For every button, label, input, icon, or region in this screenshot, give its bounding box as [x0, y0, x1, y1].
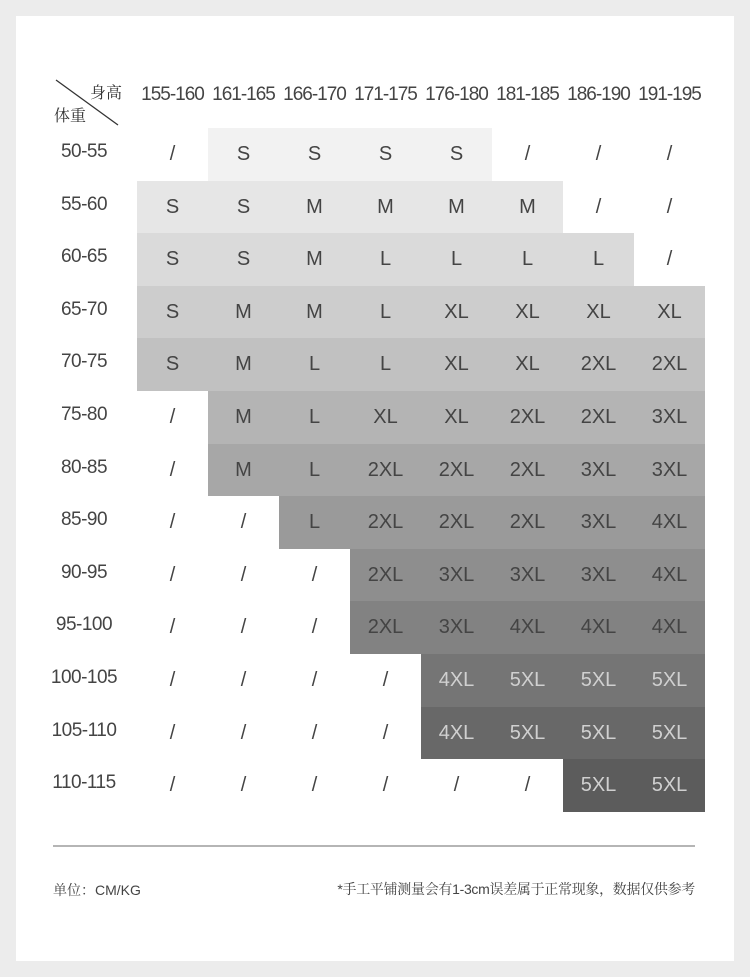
size-cell: 3XL [492, 549, 563, 601]
weight-label: 体重 [54, 108, 87, 125]
size-cell: / [524, 143, 531, 165]
row-header-weight: 60-65 [60, 246, 108, 267]
size-cell: 3XL [563, 496, 634, 549]
size-cell: 3XL [421, 549, 492, 601]
size-cell: / [240, 721, 247, 744]
size-cell: L [279, 338, 350, 391]
row-header-weight: 105-110 [51, 720, 117, 741]
size-cell: 3XL [563, 549, 634, 601]
size-cell: 2XL [492, 496, 563, 549]
size-cell: / [666, 143, 673, 165]
measurement-note: *手工平铺测量会有1-3cm误差属于正常现象，数据仅供参考 [337, 881, 695, 897]
size-cell: 3XL [563, 444, 634, 496]
row-header-weight: 110-115 [52, 772, 116, 793]
size-cell: M [208, 338, 279, 391]
size-cell: 5XL [634, 707, 705, 759]
size-cell: 5XL [634, 759, 705, 812]
size-cell: 2XL [350, 496, 421, 549]
row-header-weight: 65-70 [60, 299, 108, 320]
row-header-weight: 50-55 [60, 141, 108, 162]
divider-line [53, 845, 695, 847]
size-cell: 4XL [634, 601, 705, 654]
row-header-weight: 85-90 [60, 509, 108, 530]
size-cell: / [169, 563, 176, 586]
size-cell: S [279, 128, 350, 181]
size-cell: / [240, 669, 247, 691]
size-cell: M [208, 391, 279, 444]
size-cell: L [279, 391, 350, 444]
size-cell: / [169, 721, 176, 744]
size-cell: S [208, 128, 279, 181]
size-cell: XL [492, 286, 563, 338]
size-cell: 4XL [421, 654, 492, 707]
size-cell: M [279, 233, 350, 286]
size-cell: / [169, 406, 176, 428]
size-cell: L [350, 338, 421, 391]
column-header: 155-160 [141, 84, 204, 105]
size-cell: / [524, 774, 531, 796]
size-cell: M [492, 181, 563, 233]
size-cell: / [311, 669, 318, 691]
size-cell: 4XL [492, 601, 563, 654]
size-cell: / [311, 616, 318, 638]
column-header: 166-170 [283, 84, 346, 105]
size-cell: 5XL [563, 707, 634, 759]
size-cell: M [421, 181, 492, 233]
size-cell: S [208, 233, 279, 286]
size-cell: 4XL [634, 496, 705, 549]
size-cell: / [311, 774, 318, 796]
size-cell: / [240, 616, 247, 638]
row-header-weight: 100-105 [50, 667, 118, 688]
size-cell: / [240, 774, 247, 796]
size-cell: / [595, 143, 602, 165]
size-cell: / [169, 511, 176, 533]
row-header-weight: 90-95 [60, 562, 108, 583]
size-cell: / [169, 616, 176, 638]
size-cell: M [208, 286, 279, 338]
size-cell: 2XL [350, 444, 421, 496]
size-cell: / [311, 563, 318, 586]
size-cell: XL [421, 338, 492, 391]
row-header-weight: 95-100 [55, 614, 113, 635]
size-cell: S [350, 128, 421, 181]
size-cell: 5XL [563, 654, 634, 707]
size-cell: M [350, 181, 421, 233]
size-cell: 2XL [421, 444, 492, 496]
size-cell: L [492, 233, 563, 286]
size-cell: M [208, 444, 279, 496]
row-header-weight: 70-75 [60, 351, 108, 372]
size-cell: XL [421, 286, 492, 338]
size-cell: M [279, 181, 350, 233]
size-cell: / [453, 774, 460, 796]
size-cell: 3XL [421, 601, 492, 654]
size-cell: 2XL [492, 391, 563, 444]
size-cell: 4XL [563, 601, 634, 654]
size-cell: / [666, 195, 673, 218]
size-cell: L [279, 496, 350, 549]
size-cell: L [350, 233, 421, 286]
size-cell: 3XL [634, 444, 705, 496]
size-cell: L [350, 286, 421, 338]
column-header: 176-180 [425, 84, 488, 105]
size-cell: S [137, 338, 208, 391]
size-cell: 2XL [634, 338, 705, 391]
size-cell: L [563, 233, 634, 286]
size-cell: 4XL [421, 707, 492, 759]
size-cell: / [169, 774, 176, 796]
size-cell: / [382, 721, 389, 744]
height-label: 身高 [89, 85, 122, 102]
column-header: 181-185 [496, 84, 559, 105]
size-cell: / [382, 669, 389, 691]
size-cell: XL [421, 391, 492, 444]
size-cell: XL [350, 391, 421, 444]
size-cell: S [208, 181, 279, 233]
size-cell: / [382, 774, 389, 796]
size-cell: 5XL [492, 707, 563, 759]
size-cell: / [666, 248, 673, 270]
size-cell: / [169, 143, 176, 165]
size-cell: L [421, 233, 492, 286]
size-cell: 2XL [350, 601, 421, 654]
column-header: 161-165 [212, 84, 275, 105]
column-header: 186-190 [567, 84, 630, 105]
size-cell: 2XL [350, 549, 421, 601]
table-corner-header [54, 78, 124, 128]
size-cell: / [240, 511, 247, 533]
size-cell: S [137, 286, 208, 338]
unit-label: 单位：CM/KG [53, 882, 141, 898]
size-cell: XL [563, 286, 634, 338]
column-header: 191-195 [638, 84, 701, 105]
size-cell: 5XL [492, 654, 563, 707]
size-cell: / [240, 563, 247, 586]
size-cell: S [137, 181, 208, 233]
row-header-weight: 80-85 [60, 457, 108, 478]
row-header-weight: 75-80 [60, 404, 108, 425]
size-cell: 2XL [563, 391, 634, 444]
size-cell: / [311, 721, 318, 744]
size-cell: M [279, 286, 350, 338]
size-cell: L [279, 444, 350, 496]
size-cell: S [137, 233, 208, 286]
row-header-weight: 55-60 [60, 194, 108, 215]
size-cell: 3XL [634, 391, 705, 444]
column-header: 171-175 [354, 84, 417, 105]
size-cell: 5XL [634, 654, 705, 707]
size-cell: S [421, 128, 492, 181]
size-cell: / [169, 669, 176, 691]
size-cell: / [595, 195, 602, 218]
size-cell: 2XL [563, 338, 634, 391]
size-cell: XL [634, 286, 705, 338]
size-cell: 5XL [563, 759, 634, 812]
size-cell: 4XL [634, 549, 705, 601]
size-cell: XL [492, 338, 563, 391]
size-cell: 2XL [492, 444, 563, 496]
size-cell: 2XL [421, 496, 492, 549]
size-cell: / [169, 458, 176, 481]
